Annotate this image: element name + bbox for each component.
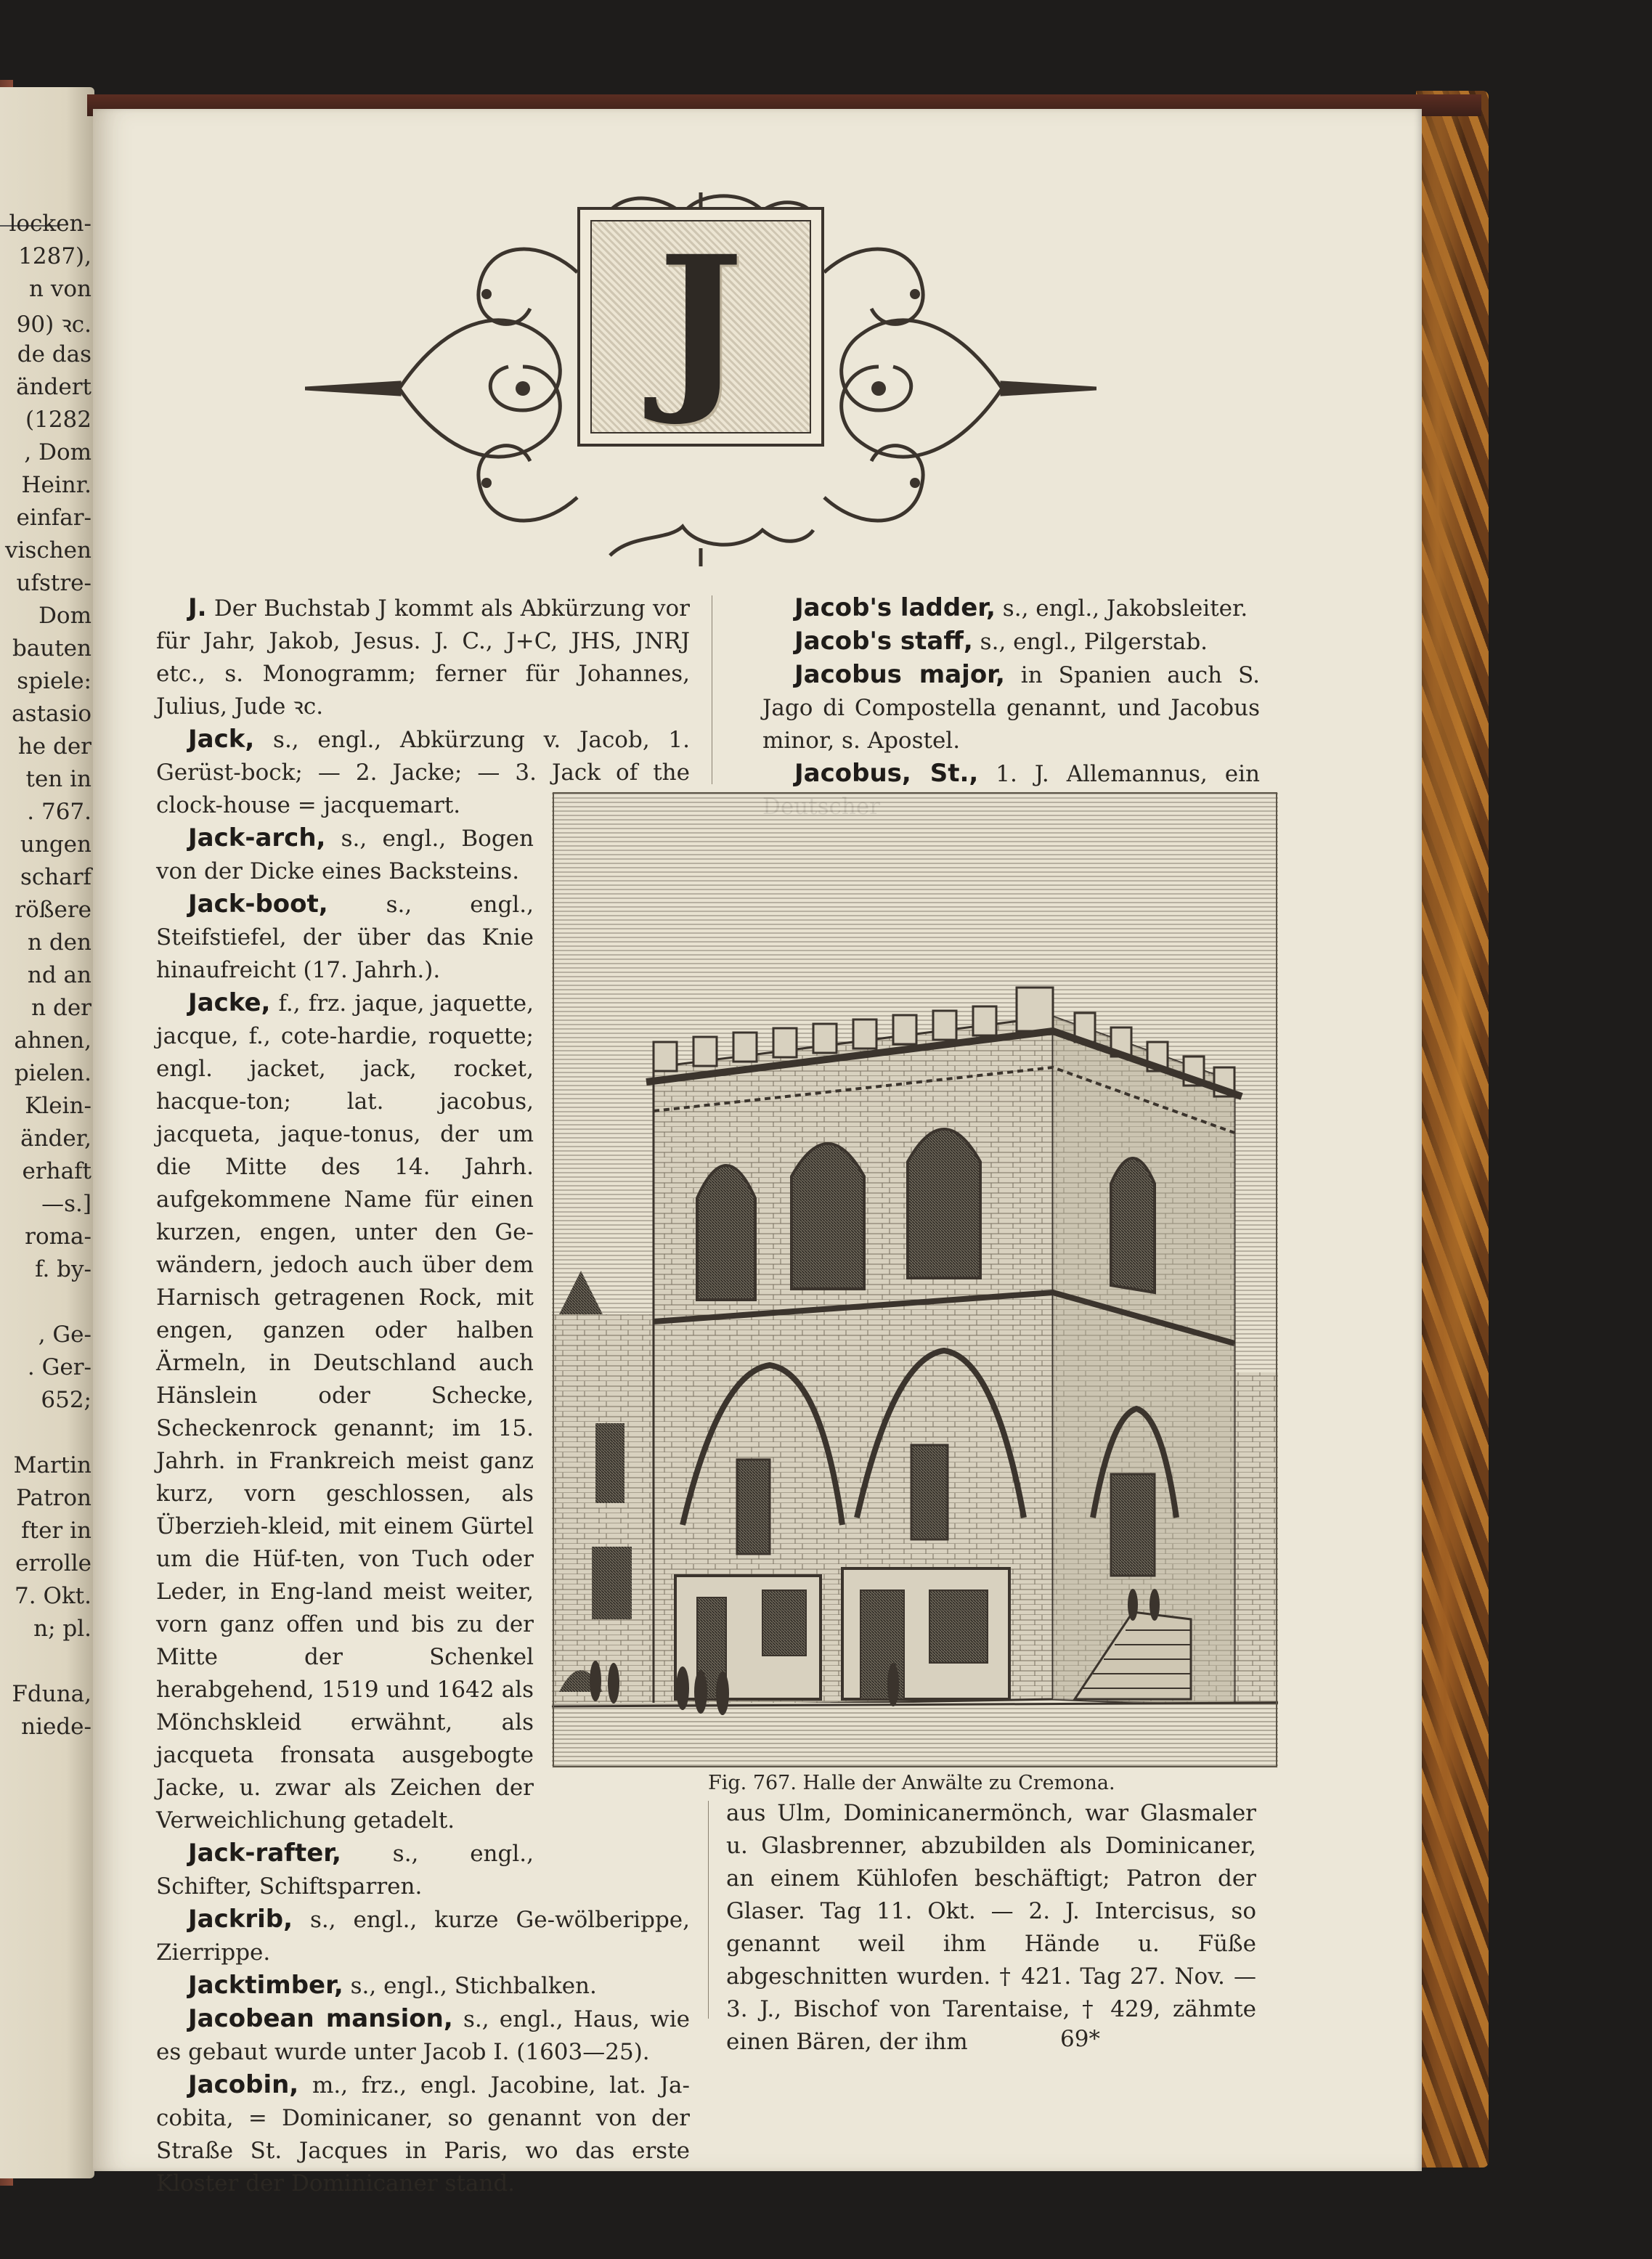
left-page-fragment-line: , Dom <box>24 439 91 465</box>
entry-headword: J. <box>188 593 207 622</box>
entry-text: 1. J. Allemannus, ein <box>996 761 1260 787</box>
left-page-fragment-line: erhaft <box>22 1158 91 1184</box>
left-page-fragment-line: spiele: <box>17 668 91 694</box>
left-page-fragment-line: 7. Okt. <box>15 1583 91 1609</box>
entry-headword: Jack-boot, <box>188 890 328 919</box>
dictionary-entry <box>762 625 1260 659</box>
entry-headword: Jacobus, St., <box>794 759 979 788</box>
figure-illustration <box>552 791 1278 1768</box>
left-page-fragment-line: , Ge- <box>38 1322 91 1348</box>
left-page-fragment-line: de das <box>17 341 91 367</box>
dictionary-entry <box>156 2003 690 2069</box>
entry-text: s., engl., Haus, wie es gebaut wurde unter Jacob I. (1603—25). <box>156 2006 690 2065</box>
dictionary-entry <box>156 1969 690 2003</box>
entry-text: s., engl., Abkürzung v. Jacob, 1. Gerüst-bock; — 2. Jacke; — 3. Jack of the clock-house = jacquemart. <box>156 727 690 818</box>
entry-text: s., engl., Jakobsleiter. <box>995 595 1248 622</box>
entry-text: s., engl., Steifstiefel, der über das Knie hinaufreicht (17. Jahrh.). <box>156 892 534 983</box>
left-page-fragment-line: astasio <box>12 701 91 727</box>
left-page-fragment-line: bauten <box>12 635 91 662</box>
left-page-fragment-line: änder, <box>20 1126 91 1152</box>
left-page-fragment-line: (1282 <box>25 407 91 433</box>
left-page-fragment-line: Martin <box>13 1452 91 1478</box>
page-number: 69* <box>1060 2026 1100 2052</box>
left-page-fragment-line: Klein- <box>25 1093 91 1119</box>
entry-text: in Spanien auch S. Jago di Compostella genannt, und Jacobus minor, s. Apostel. <box>762 662 1260 754</box>
dictionary-entry <box>156 822 534 888</box>
entry-headword: Jacobin, <box>188 2070 299 2099</box>
left-page-fragment-line: vischen <box>5 537 91 563</box>
left-page-fragment-line: fter in <box>21 1518 91 1544</box>
right-column-top <box>762 592 1260 823</box>
left-page-fragment-line: ten in <box>25 766 91 792</box>
entry-text: s., engl., Bogen von der Dicke eines Backsteins. <box>156 826 534 884</box>
figure-caption: Fig. 767. Halle der Anwälte zu Cremona. <box>708 1772 1115 1794</box>
dictionary-entry <box>156 1837 534 1903</box>
dictionary-entry <box>762 659 1260 757</box>
left-page-fragment-line: 90) ꝛc. <box>16 312 91 338</box>
left-page-fragment-line: ahnen, <box>14 1027 91 1054</box>
left-page-fragment-line: Dom <box>38 603 91 629</box>
left-page-fragment-line: Patron <box>16 1485 91 1511</box>
left-page-fragment-line: niede- <box>21 1714 91 1740</box>
left-page-fragment-line: locken- <box>9 211 91 237</box>
entry-text: s., engl., Pilgerstab. <box>972 629 1208 655</box>
entry-headword: Jack-rafter, <box>188 1839 341 1868</box>
entry-headword: Jackrib, <box>188 1905 293 1934</box>
left-page-fragment-line: nd an <box>27 962 91 988</box>
entry-text: m., frz., engl. Jacobine, lat. Ja-cobita, = Dominicaner, so genannt von der Straße St. Jacques in Paris, wo das erste Kloster der Dominicaner stand. <box>156 2072 690 2197</box>
entry-text: s., engl., Schifter, Schiftsparren. <box>156 1841 534 1900</box>
column-divider-bottom <box>708 1801 709 2019</box>
dictionary-entry <box>156 987 534 1837</box>
left-page-fragment-line: . Ger- <box>27 1354 91 1380</box>
left-page-fragment-line: 652; <box>41 1387 91 1413</box>
engraving-building <box>552 791 1278 1768</box>
entry-text: s., engl., Stichbalken. <box>343 1973 597 1999</box>
left-page-fragment-line: Heinr. <box>21 472 91 498</box>
left-page-fragment-line: einfar- <box>16 505 91 531</box>
left-page-fragment-line: 1287), <box>18 243 91 269</box>
ornamental-vignette <box>305 192 1096 566</box>
left-page-fragment-line: roma- <box>25 1224 91 1250</box>
marbled-book-board <box>1416 91 1489 2168</box>
left-page-fragment-line: Fduna, <box>12 1681 91 1707</box>
entry-headword: Jacktimber, <box>188 1971 343 2000</box>
left-page-fragment-line: errolle <box>15 1550 91 1576</box>
entry-headword: Jacobus major, <box>794 660 1005 689</box>
entry-headword: Jacobean mansion, <box>188 2004 453 2033</box>
entry-text: f., frz. jaque, jaquette, jacque, f., cote-hardie, roquette; engl. jacket, jack, rocket, hacque-ton; lat. jacobus, jacqueta, jaque-tonus, der um die Mitte des 14. Jahrh. aufgekommene Name für einen kurzen, engen, unter den Ge-wändern, jedoch auch über dem Harnisch getragenen Rock, mit engen, ganzen oder halben Ärmeln, in Deutschland auch Hänslein oder Schecke, Scheckenrock genannt; im 15. Jahrh. in Frankreich meist ganz kurz, vorn geschlossen, als Überzieh-kleid, mit einem Gürtel um die Hüf-ten, von Tuch oder Leder, in Eng-land meist weiter, vorn ganz offen und bis zu der Mitte der Schenkel herabgehend, 1519 und 1642 als Mönchskleid erwähnt, als jacqueta fronsata ausgebogte Jacke, u. zwar als Zeichen der Verweichlichung getadelt. <box>156 990 534 1833</box>
left-page-fragment-line: ufstre- <box>16 570 91 596</box>
entry-text: s., engl., kurze Ge-wölberippe, Zierrippe. <box>156 1907 690 1966</box>
initial-frame <box>577 207 824 447</box>
dictionary-entry <box>762 592 1260 625</box>
left-page-fragment-line: scharf <box>20 864 91 890</box>
entry-headword: Jacob's ladder, <box>794 593 996 622</box>
left-page-fragment-line: n der <box>31 995 91 1021</box>
left-page-fragment-line: pielen. <box>14 1060 91 1086</box>
entry-text: Der Buchstab J kommt als Abkürzung vor für Jahr, Jakob, Jesus. J. C., J+C, JHS, JNRJ etc., s. Monogramm; ferner für Johannes, Julius, Jude ꝛc. <box>156 595 690 720</box>
left-page-fragment-line: f. by- <box>35 1256 91 1282</box>
dictionary-entry <box>156 1903 690 1969</box>
entry-continuation: aus Ulm, Dominicanermönch, war Glasmaler u. Glasbrenner, abzubilden als Dominicaner, an einem Kühlofen beschäftigt; Patron der Glaser. Tag 11. Okt. — 2. J. Intercisus, so genannt weil ihm Hände u. Füße abgeschnitten wurden. † 421. Tag 27. Nov. — 3. J., Bischof von Tarentaise, † 429, zähmte einen Bären, der ihm <box>726 1800 1256 2055</box>
entry-headword: Jack, <box>188 725 255 754</box>
left-page-fragment-line: n; pl. <box>33 1616 91 1642</box>
left-page-fragment-line: ändert <box>16 374 91 400</box>
dictionary-entry <box>156 888 534 987</box>
left-page-fragment <box>0 87 94 2178</box>
left-page-fragment-line: —s.] <box>41 1191 91 1217</box>
left-page-fragment-line: ungen <box>20 831 91 858</box>
decorated-initial: J <box>657 216 744 429</box>
left-page-fragment-line: n den <box>28 929 91 956</box>
entry-headword: Jacob's staff, <box>794 627 973 656</box>
left-page-fragment-line: he der <box>17 733 91 760</box>
left-page-fragment-line: n von <box>29 276 91 302</box>
entry-headword: Jacke, <box>188 988 271 1017</box>
left-page-fragment-line: rößere <box>15 897 91 923</box>
entry-headword: Jack-arch, <box>188 823 326 852</box>
dictionary-entry <box>156 592 690 723</box>
right-column-bottom <box>726 1797 1256 2059</box>
dictionary-entry <box>156 2069 690 2200</box>
left-page-fragment-line: . 767. <box>27 799 91 825</box>
